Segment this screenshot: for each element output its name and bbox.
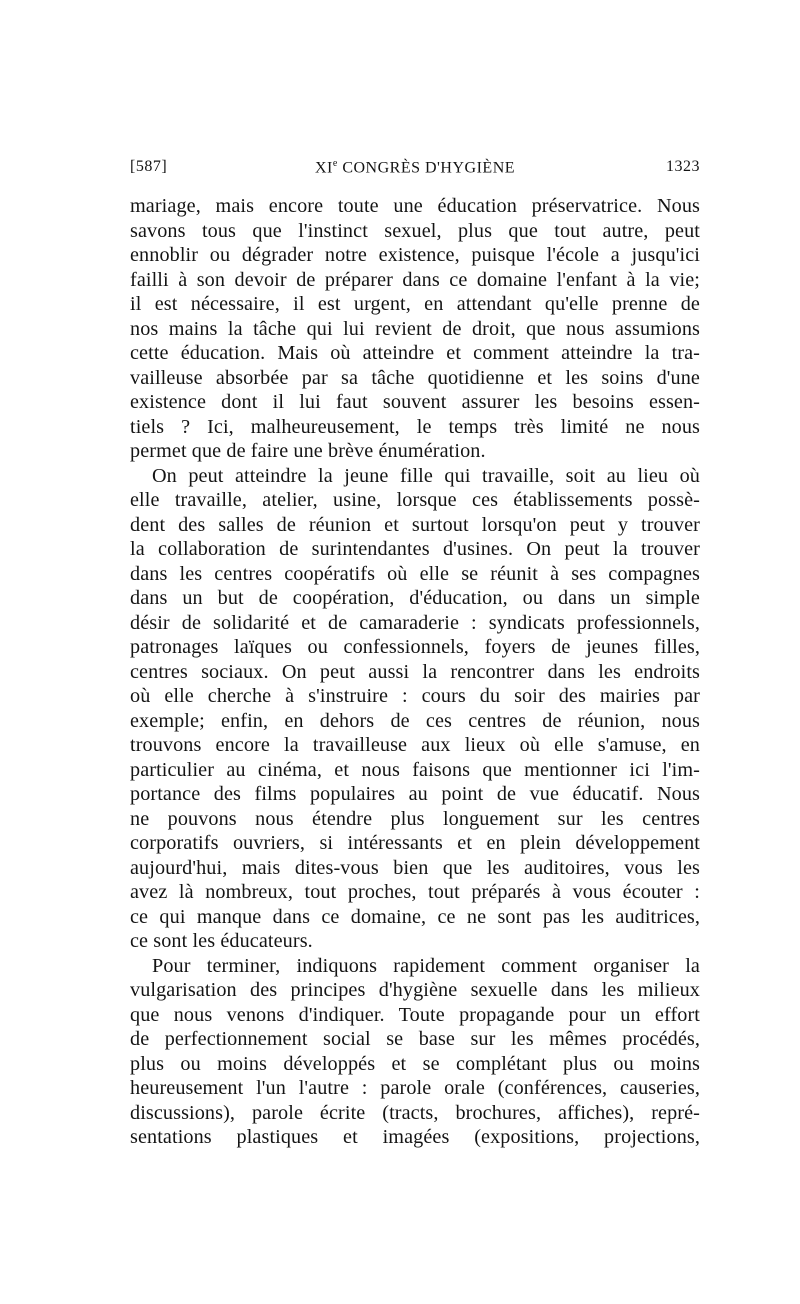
- text-line: ne pouvons nous étendre plus longuement sur les centres: [130, 807, 700, 830]
- text-line: mariage, mais encore toute une éducation préservatrice. Nous: [130, 195, 700, 217]
- text-line: discussions), parole écrite (tracts, brochures, affiches), repré-: [130, 1101, 700, 1124]
- text-line: exemple; enfin, en dehors de ces centres de réunion, nous: [130, 709, 700, 732]
- text-line: plus ou moins développés et se complétant plus ou moins: [130, 1052, 700, 1075]
- text-line: trouvons encore la travailleuse aux lieux où elle s'amuse, en: [130, 734, 700, 756]
- text-line: sentations plastiques et imagées (expositions, projections,: [130, 1126, 700, 1148]
- text-line: vailleuse absorbée par sa tâche quotidienne et les soins d'une: [130, 366, 700, 389]
- text-line: cette éducation. Mais où atteindre et comment atteindre la tra-: [130, 342, 700, 364]
- text-line: permet que de faire une brève énumération.: [130, 440, 486, 462]
- text-line: centres sociaux. On peut aussi la rencontrer dans les endroits: [130, 660, 700, 683]
- text-line: ce qui manque dans ce domaine, ce ne sont pas les auditrices,: [130, 905, 700, 928]
- text-line: patronages laïques ou confessionnels, foyers de jeunes filles,: [130, 636, 700, 658]
- text-line: ennoblir ou dégrader notre existence, puisque l'école a jusqu'ici: [130, 244, 700, 266]
- text-line: la collaboration de surintendantes d'usines. On peut la trouver: [130, 538, 700, 560]
- page-number: 1323: [666, 158, 700, 175]
- text-line: particulier au cinéma, et nous faisons que mentionner ici l'im-: [130, 758, 700, 781]
- page-reference: [587]: [130, 158, 168, 175]
- text-line: portance des films populaires au point de vue éducatif. Nous: [130, 783, 700, 805]
- book-page: [130, 150, 700, 1150]
- text-line: savons tous que l'instinct sexuel, plus que tout autre, peut: [130, 219, 700, 242]
- text-line: que nous venons d'indiquer. Toute propagande pour un effort: [130, 1003, 700, 1026]
- text-line: tiels ? Ici, malheureusement, le temps très limité ne nous: [130, 415, 700, 438]
- text-line: dent des salles de réunion et surtout lorsqu'on peut y trouver: [130, 513, 700, 536]
- body-text: [130, 194, 700, 1150]
- running-title-prefix: XI: [314, 159, 333, 177]
- running-title: [130, 158, 700, 177]
- running-title-superscript: e: [332, 158, 338, 169]
- text-line: désir de solidarité et de camaraderie : syndicats professionnels,: [130, 611, 700, 634]
- text-line: de perfectionnement social se base sur les mêmes procédés,: [130, 1028, 700, 1050]
- text-line: existence dont il lui faut souvent assurer les besoins essen-: [130, 391, 700, 413]
- text-line: failli à son devoir de préparer dans ce domaine l'enfant à la vie;: [130, 268, 700, 291]
- text-line: corporatifs ouvriers, si intéressants et en plein développement: [130, 832, 700, 854]
- text-line: heureusement l'un l'autre : parole orale (conférences, causeries,: [130, 1077, 700, 1099]
- text-line: vulgarisation des principes d'hygiène sexuelle dans les milieux: [130, 979, 700, 1001]
- text-line: où elle cherche à s'instruire : cours du soir des mairies par: [130, 685, 700, 707]
- text-line: dans un but de coopération, d'éducation, ou dans un simple: [130, 587, 700, 609]
- text-line: aujourd'hui, mais dites-vous bien que les auditoires, vous les: [130, 856, 700, 879]
- text-line: elle travaille, atelier, usine, lorsque ces établissements possè-: [130, 489, 700, 511]
- text-line: dans les centres coopératifs où elle se réunit à ses compagnes: [130, 562, 700, 585]
- text-line: Pour terminer, indiquons rapidement comment organiser la: [152, 954, 700, 977]
- running-header: [130, 150, 700, 180]
- text-line: avez là nombreux, tout proches, tout préparés à vous écouter :: [130, 881, 700, 903]
- text-line: nos mains la tâche qui lui revient de droit, que nous assumions: [130, 317, 700, 340]
- text-line: On peut atteindre la jeune fille qui travaille, soit au lieu où: [152, 464, 700, 487]
- text-line: ce sont les éducateurs.: [130, 930, 313, 952]
- text-line: il est nécessaire, il est urgent, en attendant qu'elle prenne de: [130, 293, 700, 315]
- running-title-rest: CONGRÈS D'HYGIÈNE: [337, 159, 516, 177]
